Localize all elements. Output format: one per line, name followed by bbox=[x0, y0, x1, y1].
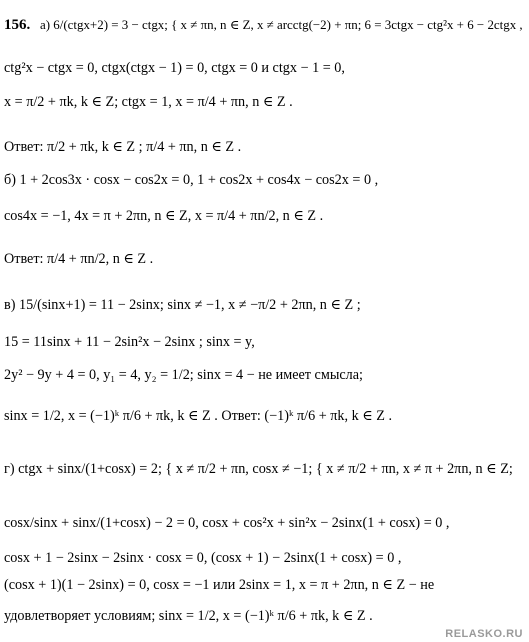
solution-line-d1: г) ctgx + sinx/(1+cosx) = 2; { x ≠ π/2 + πn, cosx ≠ −1; { x ≠ π/2 + πn, x ≠ π + 2πn, n ∈ Z; bbox=[4, 461, 513, 477]
answer-c: sinx = 1/2, x = (−1)ᵏ π/6 + πk, k ∈ Z . Ответ: (−1)ᵏ π/6 + πk, k ∈ Z . bbox=[4, 408, 393, 424]
answer-b: Ответ: π/4 + πn/2, n ∈ Z . bbox=[4, 251, 154, 267]
watermark: RELASKO.RU bbox=[445, 628, 523, 640]
solution-line-c1: в) 15/(sinx+1) = 11 − 2sinx; sinx ≠ −1, x ≠ −π/2 + 2πn, n ∈ Z ; bbox=[4, 297, 361, 313]
solution-line-d5: удовлетворяет условиям; sinx = 1/2, x = (−1)ᵏ π/6 + πk, k ∈ Z . bbox=[4, 608, 373, 624]
solution-line-d4: (cosx + 1)(1 − 2sinx) = 0, cosx = −1 или 2sinx = 1, x = π + 2πn, n ∈ Z − не bbox=[4, 577, 435, 593]
problem-number: 156. bbox=[4, 17, 31, 33]
solution-line-3: x = π/2 + πk, k ∈ Z; ctgx = 1, x = π/4 + πn, n ∈ Z . bbox=[4, 94, 293, 110]
solution-line-b1: б) 1 + 2cos3x · cosx − cos2x = 0, 1 + cos2x + cos4x − cos2x = 0 , bbox=[4, 172, 379, 188]
solution-line-d2: cosx/sinx + sinx/(1+cosx) − 2 = 0, cosx + cos²x + sin²x − 2sinx(1 + cosx) = 0 , bbox=[4, 515, 450, 531]
solution-line-d3: cosx + 1 − 2sinx − 2sinx · cosx = 0, (cosx + 1) − 2sinx(1 + cosx) = 0 , bbox=[4, 550, 402, 566]
solution-line-c3: 2y² − 9y + 4 = 0, y₁ = 4, y₂ = 1/2; sinx = 4 − не имеет смысла; bbox=[4, 367, 363, 383]
solution-line-b2: cos4x = −1, 4x = π + 2πn, n ∈ Z, x = π/4 + πn/2, n ∈ Z . bbox=[4, 208, 324, 224]
solution-line-1: а) 6/(ctgx+2) = 3 − ctgx; { x ≠ πn, n ∈ Z, x ≠ arcctg(−2) + πn; 6 = 3ctgx − ctg²x + 6 − 2ctgx , bbox=[40, 17, 523, 32]
solution-line-c2: 15 = 11sinx + 11 − 2sin²x − 2sinx ; sinx = y, bbox=[4, 334, 255, 350]
answer-a: Ответ: π/2 + πk, k ∈ Z ; π/4 + πn, n ∈ Z . bbox=[4, 139, 242, 155]
solution-line-2: ctg²x − ctgx = 0, ctgx(ctgx − 1) = 0, ctgx = 0 и ctgx − 1 = 0, bbox=[4, 60, 345, 76]
